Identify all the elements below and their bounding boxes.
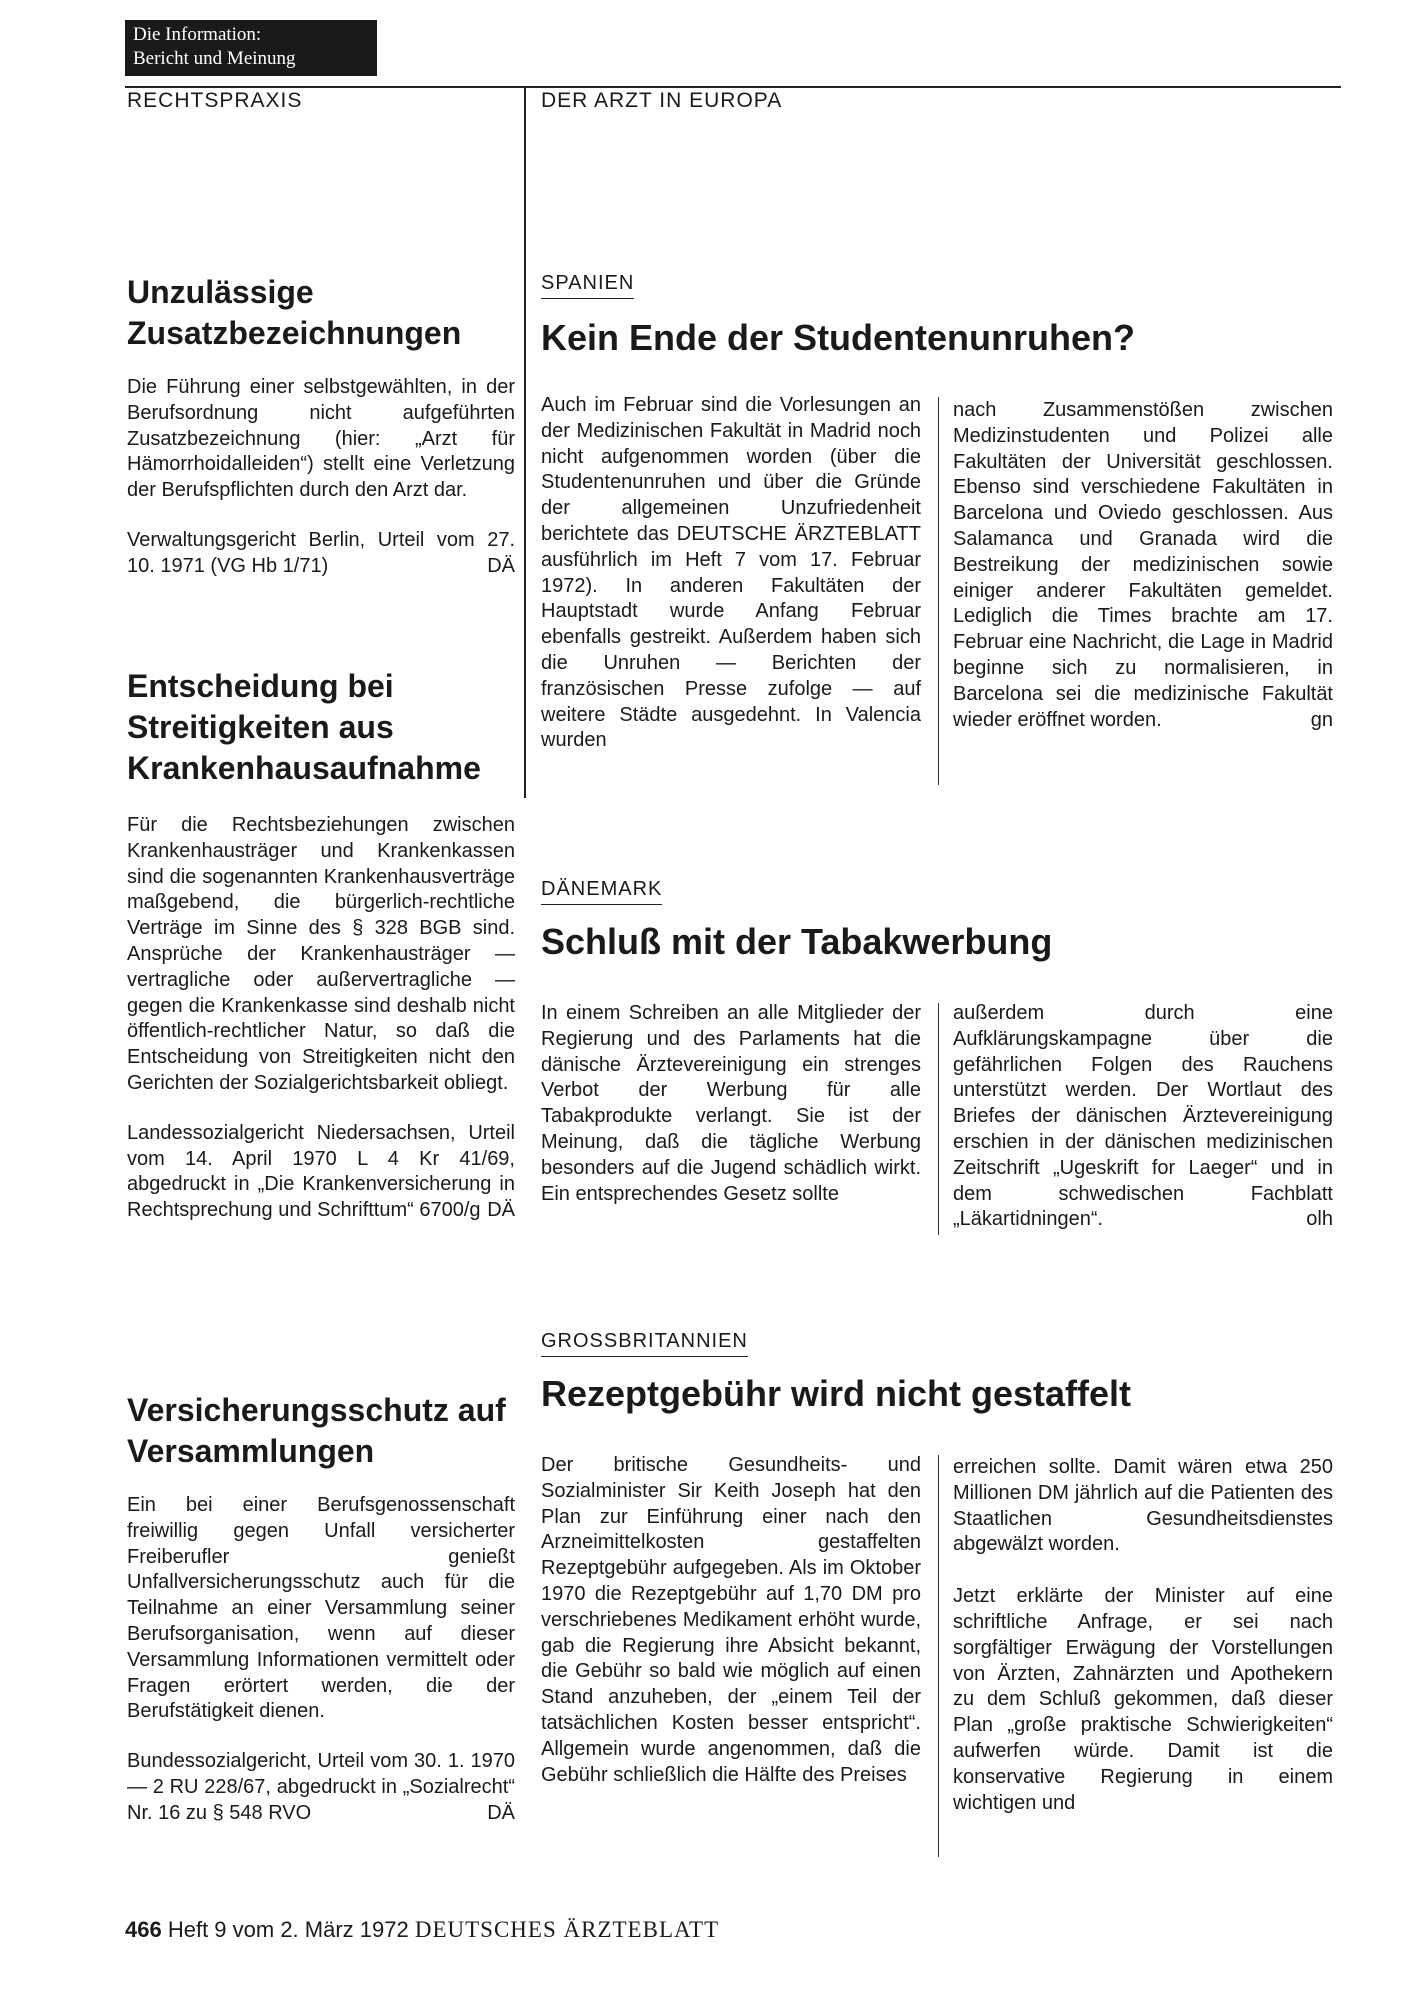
source-text: Bundessozialgericht, Urteil vom 30. 1. 1970 — 2 RU 228/67, abgedruckt in „Sozialrecht“ Nr. 16 zu § 548 RVO [127,1750,515,1824]
column-rule [938,1003,939,1235]
article-column-1 [541,1453,921,1788]
source-text: Verwaltungsgericht Berlin, Urteil vom 27. 10. 1971 (VG Hb 1/71) [127,528,515,577]
article-title: Unzulässige Zusatzbezeichnungen [127,274,462,351]
badge-line-1: Die Information: [133,24,262,45]
body-text [953,1001,1333,1233]
article-title: Schluß mit der Tabakwerbung [541,921,1053,962]
header-rule [125,86,1341,88]
court-source [127,1749,515,1826]
body-text: Für die Rechtsbeziehungen zwischen Krankenhausträger und Krankenkassen sind die sogenannten Krankenhausverträge maßgebend, die bürgerlich-rechtliche Verträge im Sinne des § 328 BGB sind. Ansprüche der Krankenhausträger — vertragliche oder außervertragliche — gegen die Krankenkasse sind deshalb nicht öffentlich-rechtlicher Natur, so daß die Entscheidung von Streitigkeiten nicht den Gerichten der Sozialgerichtsbarkeit obliegt. [127,814,515,1094]
body-text: Der britische Gesundheits- und Sozialminister Sir Keith Joseph hat den Plan zur Einführung einer nach den Arzneimittelkosten gestaffelten Rezeptgebühr aufgegeben. Als im Oktober 1970 die Rezeptgebühr auf 1,70 DM pro verschriebenes Medikament erhöht wurde, gab die Regierung ihre Absicht bekannt, die Gebühr so bald wie möglich auf einen Stand anzuheben, der „einem Teil der tatsächlichen Kosten besser entspricht“. Allgemein wurde angenommen, daß die Gebühr schließlich die Hälfte des Preises [541,1454,921,1786]
author-sig: gn [1310,708,1333,731]
article-title: Rezeptgebühr wird nicht gestaffelt [541,1373,1132,1414]
department-badge [125,20,377,76]
badge-line-2: Bericht und Meinung [133,48,296,69]
country-label: SPANIEN [541,272,634,299]
article-column-2 [953,1001,1333,1233]
author-sig: DÄ [487,1801,515,1824]
country-label: DÄNEMARK [541,878,662,905]
article-title: Kein Ende der Studentenunruhen? [541,317,1136,358]
article-column-1 [541,1001,921,1207]
author-sig: DÄ [487,1199,515,1222]
article-column-2 [953,398,1333,733]
issue-info: Heft 9 vom 2. März 1972 [167,1917,409,1942]
author-sig: olh [1306,1208,1333,1231]
column-text: nach Zusammenstößen zwischen Medizinstudenten und Polizei alle Fakultäten der Universität geschlossen. Ebenso sind verschiedene Fakultäten in Barcelona und Oviedo geschlossen. Aus Salamanca und Granada wird die Bestreikung der medizinischen sowie einiger anderer Fakultäten gemeldet. Lediglich die Times brachte am 17. Februar eine Nachricht, die Lage in Madrid beginne sich zu normalisieren, in Barcelona sei die medizinische Fakultät wieder eröffnet worden. [953,399,1333,731]
page-footer [125,1917,719,1943]
article-column-2 [953,1455,1333,1816]
column-rule [938,397,939,785]
body-text: Auch im Februar sind die Vorlesungen an der Medizinischen Fakultät in Madrid noch nicht aufgenommen worden (über die Studentenunruhen und über die Gründe der allgemeinen Unzufriedenheit berichtete das DEUTSCHE ÄRZTEBLATT ausführlich im Heft 7 vom 17. Februar 1972). In anderen Fakultäten der Hauptstadt wurde Anfang Februar ebenfalls gestreikt. Außerdem haben sich die Unruhen — Berichten der französischen Presse zufolge — auf weitere Städte ausgedehnt. In Valencia wurden [541,394,921,752]
left-section-label: RECHTSPRAXIS [127,89,303,112]
body-text: erreichen sollte. Damit wären etwa 250 Millionen DM jährlich auf die Patienten des Staatlichen Gesundheitsdienstes abgewälzt worden. [953,1456,1333,1556]
right-section-label: DER ARZT IN EUROPA [541,89,783,112]
journal-name: DEUTSCHES ÄRZTEBLATT [414,1917,720,1942]
body-text [953,398,1333,733]
article-body [127,1493,515,1827]
court-source [127,528,515,580]
page-number: 466 [125,1917,162,1942]
column-rule [938,1455,939,1857]
article-title: Entscheidung bei Streitigkeiten aus Krankenhausaufnahme [127,668,481,786]
article-title: Versicherungsschutz auf Versammlungen [127,1392,506,1469]
article-body [127,813,515,1224]
country-label: GROSSBRITANNIEN [541,1330,748,1357]
article-column-1 [541,393,921,754]
article-body [127,375,515,580]
column-text: außerdem durch eine Aufklärungskampagne über die gefährlichen Folgen des Rauchens unterstützt werden. Der Wortlaut des Briefes der dänischen Ärztevereinigung erschien in der dänischen medizinischen Zeitschrift „Ugeskrift for Laeger“ und in dem schwedischen Fachblatt „Läkartidningen“. [953,1002,1333,1231]
body-text: Jetzt erklärte der Minister auf eine schriftliche Anfrage, er sei nach sorgfältiger Erwägung der Vorstellungen von Ärzten, Zahnärzten und Apothekern zu dem Schluß gekommen, daß dieser Plan „große praktische Schwierigkeiten“ aufwerfen würde. Damit ist die konservative Regierung in einem wichtigen und [953,1585,1333,1814]
body-text: Die Führung einer selbstgewählten, in der Berufsordnung nicht aufgeführten Zusatzbezeichnung (hier: „Arzt für Hämorrhoidalleiden“) stellt eine Verletzung der Berufspflichten durch den Arzt dar. [127,376,515,502]
court-source [127,1121,515,1224]
source-text: Landessozialgericht Niedersachsen, Urteil vom 14. April 1970 L 4 Kr 41/69, abgedruckt in „Die Krankenversicherung in Rechtsprechung und Schrifttum“ 6700/g [127,1121,515,1222]
body-text: In einem Schreiben an alle Mitglieder der Regierung und des Parlaments hat die dänische Ärztevereinigung ein strenges Verbot der Werbung für alle Tabakprodukte verlangt. Sie ist der Meinung, daß die tägliche Werbung besonders auf die Jugend schädlich wirkt. Ein entsprechendes Gesetz sollte [541,1002,921,1205]
column-divider [524,86,526,798]
body-text: Ein bei einer Berufsgenossenschaft freiwillig gegen Unfall versicherter Freiberufler genießt Unfallversicherungsschutz auch für die Teilnahme an einer Versammlung seiner Berufsorganisation, wenn auf dieser Versammlung Informationen vermittelt oder Fragen erörtert werden, die der Berufstätigkeit dienen. [127,1494,515,1723]
author-sig: DÄ [487,554,515,577]
